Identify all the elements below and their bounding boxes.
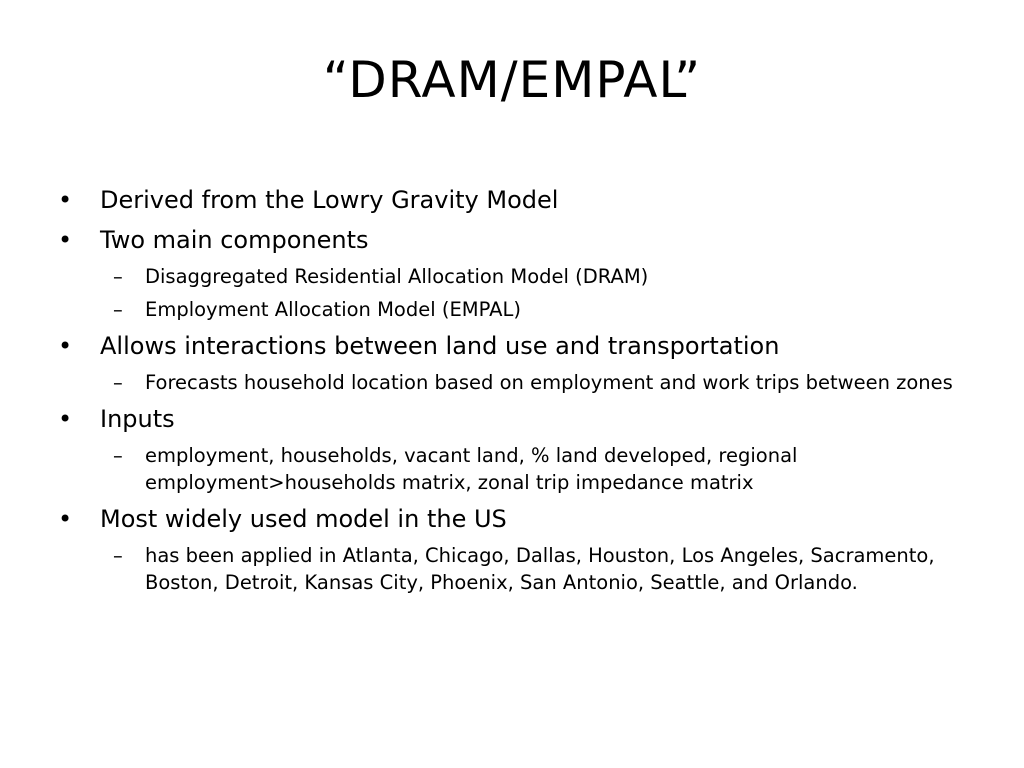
bullet-item — [58, 223, 958, 257]
sub-bullet-text: Forecasts household location based on employment and work trips between zones — [145, 371, 953, 394]
bullet-text: Allows interactions between land use and transportation — [100, 332, 780, 360]
sub-bullet-marker: – — [113, 265, 123, 288]
slide-title: “DRAM/EMPAL” — [322, 51, 702, 109]
sub-bullet-marker: – — [113, 371, 123, 394]
bullet-marker: • — [58, 332, 73, 360]
bullet-text: Inputs — [100, 405, 175, 433]
bullet-text: Two main components — [100, 226, 369, 254]
sub-bullet-text: Employment Allocation Model (EMPAL) — [145, 298, 521, 321]
bullet-marker: • — [58, 405, 73, 433]
sub-bullet-marker: – — [113, 298, 123, 321]
sub-bullet-item — [58, 542, 958, 596]
sub-bullet-text: employment, households, vacant land, % land developed, regional employment>households matrix, zonal trip impedance matrix — [145, 444, 798, 494]
bullet-item — [58, 329, 958, 363]
sub-bullet-marker: – — [113, 444, 123, 467]
bullet-list — [58, 183, 958, 602]
sub-bullet-item — [58, 296, 958, 323]
bullet-text: Derived from the Lowry Gravity Model — [100, 186, 559, 214]
sub-bullet-text: Disaggregated Residential Allocation Model (DRAM) — [145, 265, 649, 288]
sub-bullet-item — [58, 369, 958, 396]
bullet-item — [58, 402, 958, 436]
bullet-marker: • — [58, 186, 73, 214]
bullet-marker: • — [58, 226, 73, 254]
sub-bullet-item — [58, 442, 958, 496]
bullet-text: Most widely used model in the US — [100, 505, 507, 533]
sub-bullet-marker: – — [113, 544, 123, 567]
bullet-marker: • — [58, 505, 73, 533]
sub-bullet-item — [58, 263, 958, 290]
sub-bullet-text: has been applied in Atlanta, Chicago, Dallas, Houston, Los Angeles, Sacramento, Boston, Detroit, Kansas City, Phoenix, San Antonio, Seattle, and Orlando. — [145, 544, 935, 594]
bullet-item — [58, 183, 958, 217]
bullet-item — [58, 502, 958, 536]
